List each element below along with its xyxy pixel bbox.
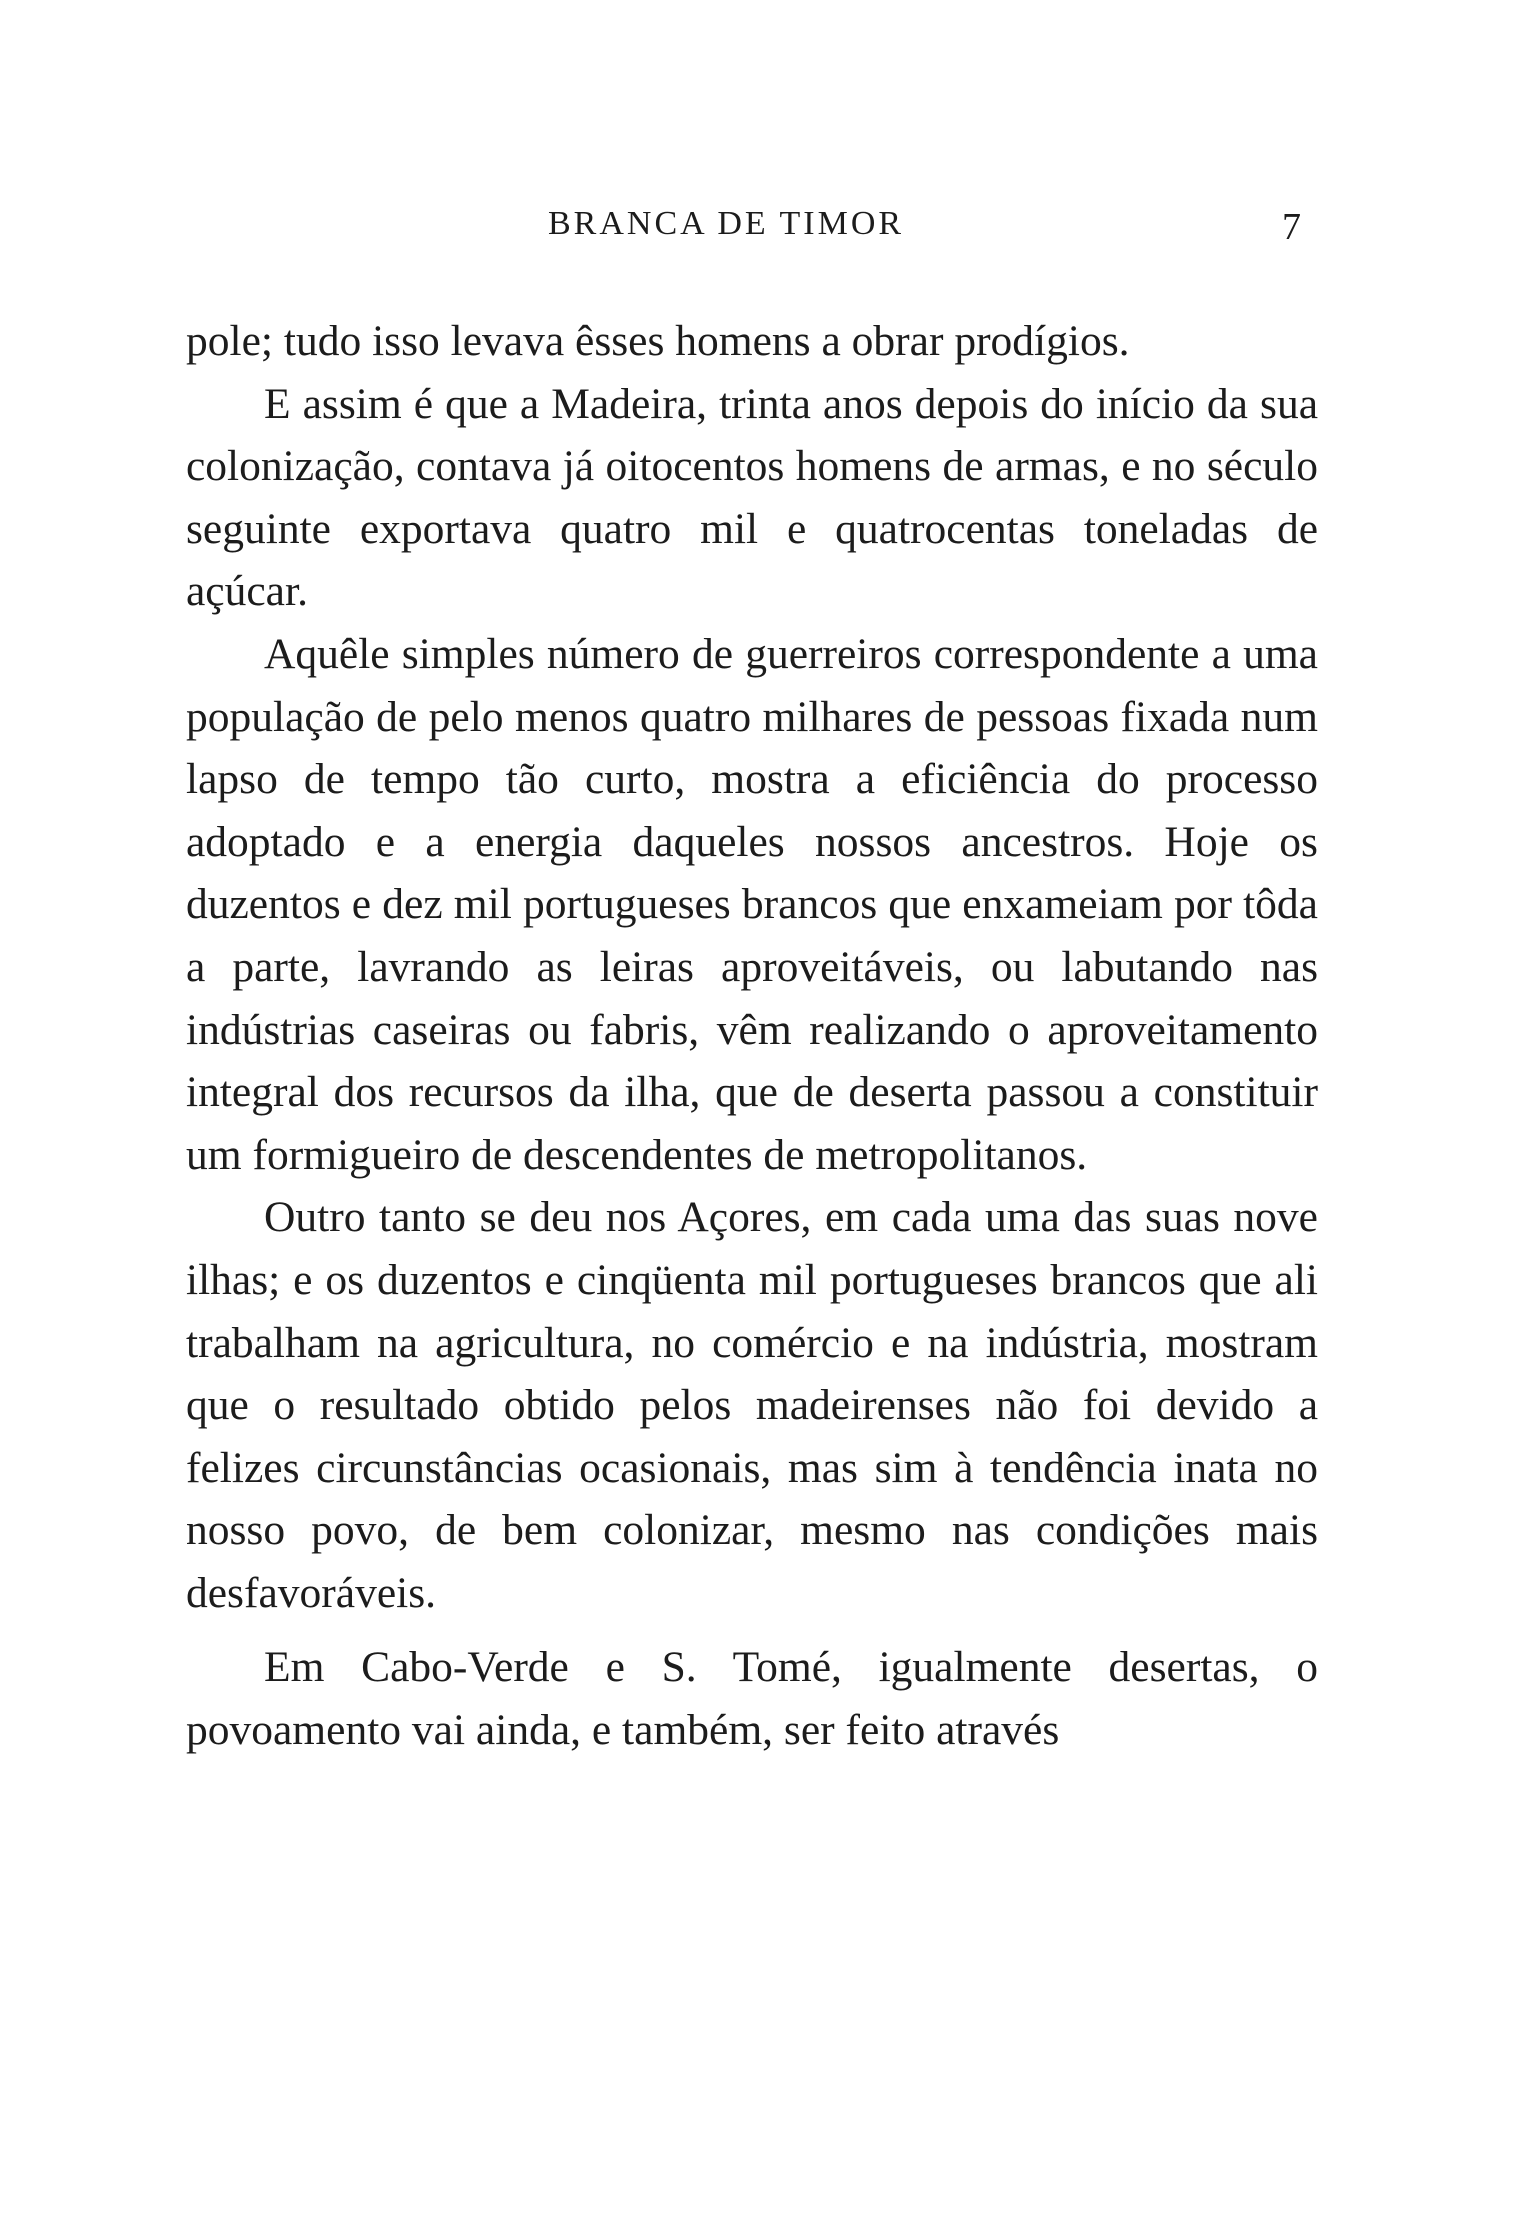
page-number: 7: [1282, 206, 1301, 248]
paragraph-5: Em Cabo-Verde e S. Tomé, igualmente desertas, o povoamento vai ainda, e também, ser feito através: [186, 1643, 1318, 1755]
running-head-title: BRANCA DE TIMOR: [548, 205, 905, 242]
paragraph-1: pole; tudo isso levava êsses homens a obrar prodígios.: [186, 317, 1130, 365]
paragraph-3: Aquêle simples número de guerreiros correspondente a uma população de pelo menos quatro milhares de pessoas fixada num lapso de tempo tão curto, mostra a eficiência do processo adoptado e a energia daqueles nossos ancestros. Hoje os duzentos e dez mil portugueses brancos que enxameiam por tôda a parte, lavrando as leiras aproveitáveis, ou labutando nas indústrias caseiras ou fabris, vêm realizando o aproveitamento integral dos recursos da ilha, que de deserta passou a constituir um formigueiro de descendentes de metropolitanos.: [186, 629, 1318, 1179]
paragraph-4: Outro tanto se deu nos Açores, em cada uma das suas nove ilhas; e os duzentos e cinqüenta mil portugueses brancos que ali trabalham na agricultura, no comércio e na indústria, mostram que o resultado obtido pelos madeirenses não foi devido a felizes circunstâncias ocasionais, mas sim à tendência inata no nosso povo, de bem colonizar, mesmo nas condições mais desfavoráveis.: [186, 1193, 1318, 1617]
paragraph-2: E assim é que a Madeira, trinta anos depois do início da sua colonização, contava já oitocentos homens de armas, e no século seguinte exportava quatro mil e quatrocentas toneladas de açúcar.: [186, 379, 1318, 616]
body-text: [186, 310, 1318, 1762]
running-head: [0, 205, 1518, 255]
